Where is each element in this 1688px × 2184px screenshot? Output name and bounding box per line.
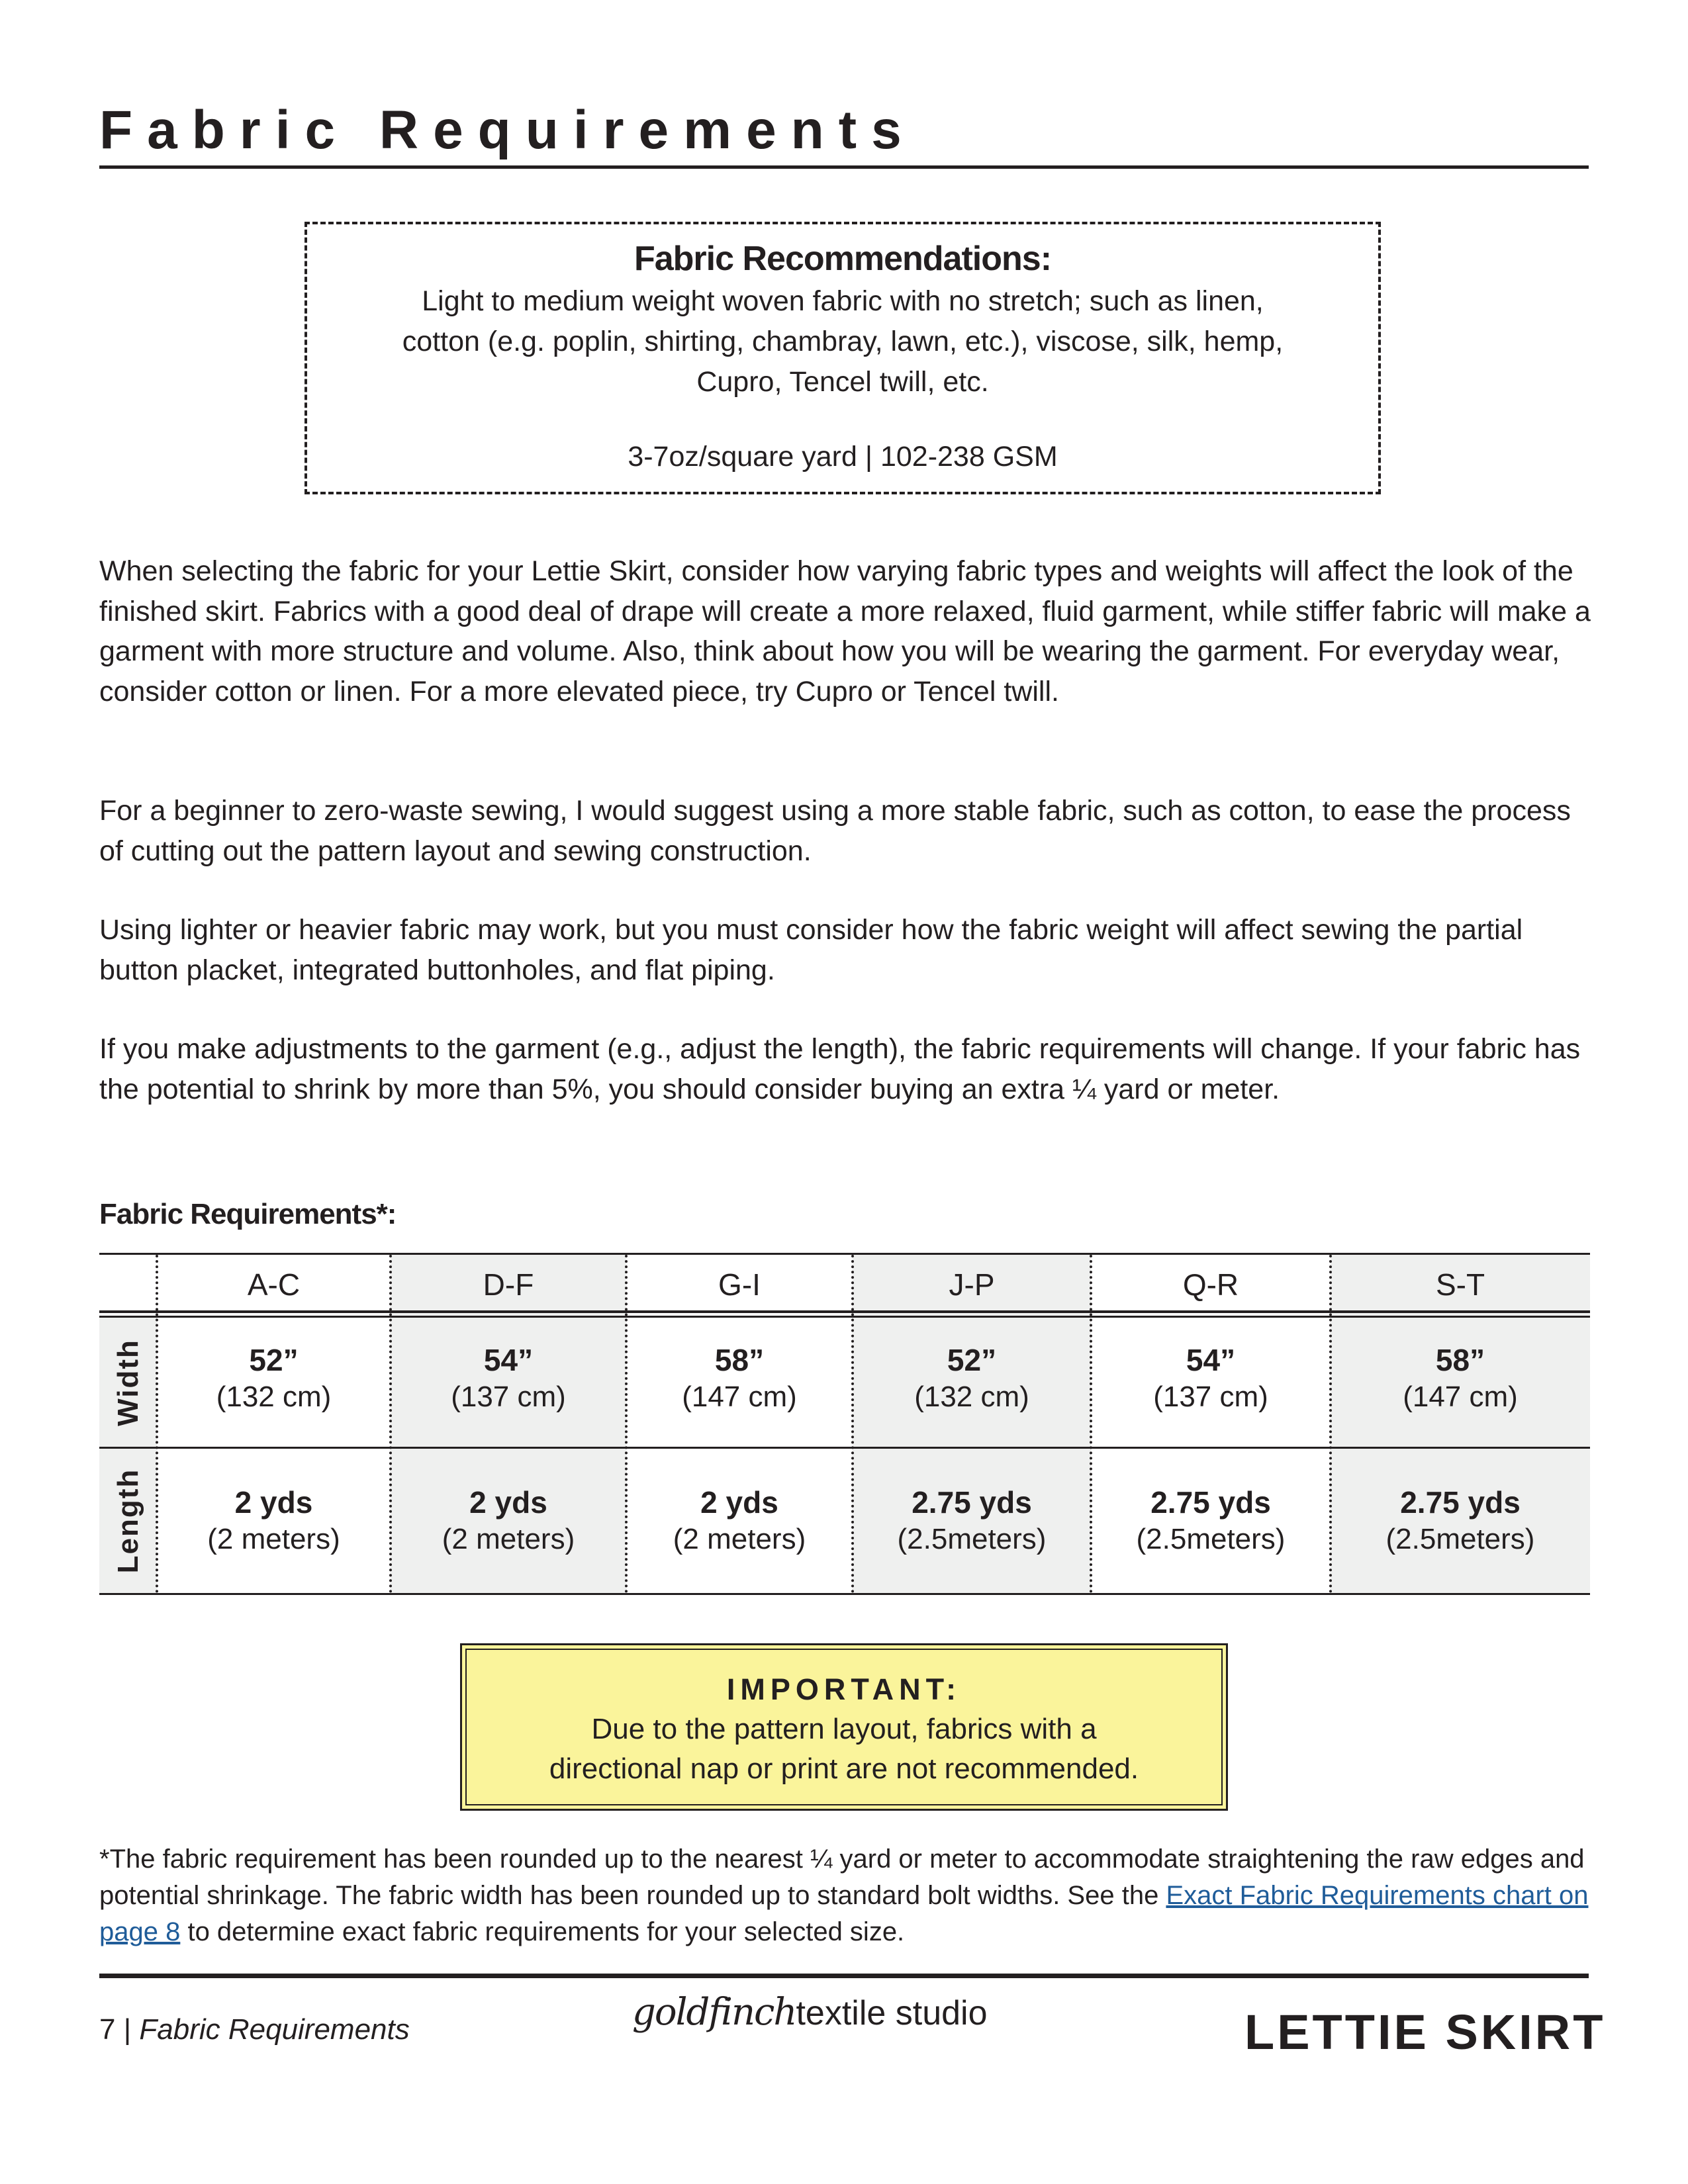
paragraph-fabric-selection: When selecting the fabric for your Lettie Skirt, consider how varying fabric types and weights will affect the look of the finished skirt. Fabrics with a good deal of drape will create a more relaxed, fluid garment, while stiffer fabric will make a garment with more structure and volume. Also, think about how you will be wearing the garment. For everyday wear, consider cotton or linen. For a more elevated piece, try Cupro or Tencel twill.	[99, 555, 1591, 707]
footer-separator: |	[115, 2013, 140, 2046]
paragraph-adjustments: If you make adjustments to the garment (e.g., adjust the length), the fabric requirements will change. If your fabric has the potential to shrink by more than 5%, you should consider buying an extra ¼ yard or meter.	[99, 1033, 1581, 1105]
width-inches: 54”	[483, 1343, 534, 1377]
size-column-a-c	[157, 1255, 391, 1593]
width-inches: 58”	[1435, 1343, 1485, 1377]
table-row-rule	[99, 1447, 1590, 1449]
column-divider	[625, 1255, 628, 1593]
length-meters: (2 meters)	[442, 1523, 575, 1555]
size-header: A-C	[247, 1267, 301, 1302]
recommendations-line: cotton (e.g. poplin, shirting, chambray, lawn, etc.), viscose, silk, hemp,	[402, 326, 1284, 357]
page-number: 7	[99, 2013, 116, 2046]
length-yards: 2.75 yds	[1400, 1485, 1521, 1520]
length-yards: 2 yds	[469, 1485, 547, 1520]
column-divider	[851, 1255, 854, 1593]
brand-text: textile studio	[796, 1994, 988, 2032]
column-divider	[1329, 1255, 1332, 1593]
exact-requirements-link[interactable]: Exact Fabric Requirements chart on page 8	[99, 1881, 1589, 1946]
paragraph-fabric-weight: Using lighter or heavier fabric may work, but you must consider how the fabric weight will affect sewing the partial button placket, integrated buttonholes, and flat piping.	[99, 914, 1523, 986]
length-meters: (2.5meters)	[897, 1523, 1047, 1555]
row-label-length: Length	[111, 1468, 144, 1574]
length-meters: (2 meters)	[207, 1523, 340, 1555]
length-yards: 2 yds	[700, 1485, 778, 1520]
width-cm: (137 cm)	[1153, 1381, 1268, 1413]
length-meters: (2.5meters)	[1136, 1523, 1286, 1555]
footnote-text: to determine exact fabric requirements for your selected size.	[180, 1917, 905, 1946]
table-top-rule	[99, 1253, 1590, 1255]
width-inches: 52”	[249, 1343, 299, 1377]
page-title: Fabric Requirements	[99, 100, 916, 160]
column-divider	[1090, 1255, 1092, 1593]
recommendations-heading: Fabric Recommendations:	[633, 240, 1052, 278]
footnote	[99, 1841, 1602, 1950]
footer-section: Fabric Requirements	[139, 2013, 410, 2046]
table-bottom-rule	[99, 1593, 1590, 1595]
size-column-q-r	[1091, 1255, 1331, 1593]
important-line: Due to the pattern layout, fabrics with a	[591, 1713, 1097, 1745]
width-cm: (132 cm)	[216, 1381, 332, 1413]
length-yards: 2.75 yds	[912, 1485, 1032, 1520]
length-meters: (2.5meters)	[1385, 1523, 1535, 1555]
column-divider	[389, 1255, 392, 1593]
important-text	[467, 1709, 1221, 1789]
requirements-table-label: Fabric Requirements*:	[99, 1198, 397, 1230]
width-inches: 54”	[1186, 1343, 1236, 1377]
fabric-recommendations-box	[305, 222, 1381, 494]
size-header: S-T	[1435, 1267, 1485, 1302]
brand-logo	[632, 1991, 988, 2034]
row-label-width: Width	[111, 1338, 144, 1426]
size-column-s-t	[1331, 1255, 1590, 1593]
column-divider	[156, 1255, 158, 1593]
width-inches: 52”	[947, 1343, 997, 1377]
footer-divider	[99, 1974, 1589, 1978]
length-yards: 2.75 yds	[1150, 1485, 1271, 1520]
recommendations-line: Light to medium weight woven fabric with no stretch; such as linen,	[422, 285, 1264, 317]
important-notice	[460, 1643, 1228, 1811]
pattern-name: LETTIE SKIRT	[1244, 2005, 1606, 2060]
size-header: D-F	[483, 1267, 534, 1302]
footer-page-info	[99, 2013, 410, 2046]
table-header-rule	[99, 1310, 1590, 1313]
fabric-requirements-table	[99, 1253, 1590, 1597]
brand-script: goldfinch	[632, 1991, 796, 2034]
footnote-text: *The fabric requirement has been rounded up to the nearest ¼ yard or meter to accommodate straightening the raw edges and potential shrinkage. The fabric width has been rounded up to standard bolt widths. See the	[99, 1844, 1585, 1910]
paragraph-beginner-advice: For a beginner to zero-waste sewing, I would suggest using a more stable fabric, such as cotton, to ease the process of cutting out the pattern layout and sewing construction.	[99, 795, 1571, 867]
width-inches: 58”	[714, 1343, 765, 1377]
width-cm: (147 cm)	[682, 1381, 797, 1413]
length-meters: (2 meters)	[673, 1523, 806, 1555]
width-cm: (137 cm)	[451, 1381, 566, 1413]
size-column-d-f	[391, 1255, 626, 1593]
size-column-j-p	[853, 1255, 1091, 1593]
size-header: Q-R	[1182, 1267, 1239, 1302]
size-header: G-I	[718, 1267, 761, 1302]
width-cm: (132 cm)	[914, 1381, 1029, 1413]
length-yards: 2 yds	[234, 1485, 313, 1520]
title-divider	[99, 165, 1589, 169]
recommendations-line: Cupro, Tencel twill, etc.	[696, 366, 989, 398]
important-notice-inner	[465, 1649, 1223, 1805]
table-header-rule	[99, 1316, 1590, 1318]
important-heading: IMPORTANT:	[726, 1672, 962, 1706]
size-header: J-P	[949, 1267, 995, 1302]
size-column-g-i	[626, 1255, 853, 1593]
recommendations-text	[307, 281, 1378, 402]
important-line: directional nap or print are not recommended.	[549, 1752, 1139, 1785]
width-cm: (147 cm)	[1403, 1381, 1518, 1413]
fabric-weight-range: 3-7oz/square yard | 102-238 GSM	[628, 441, 1058, 473]
